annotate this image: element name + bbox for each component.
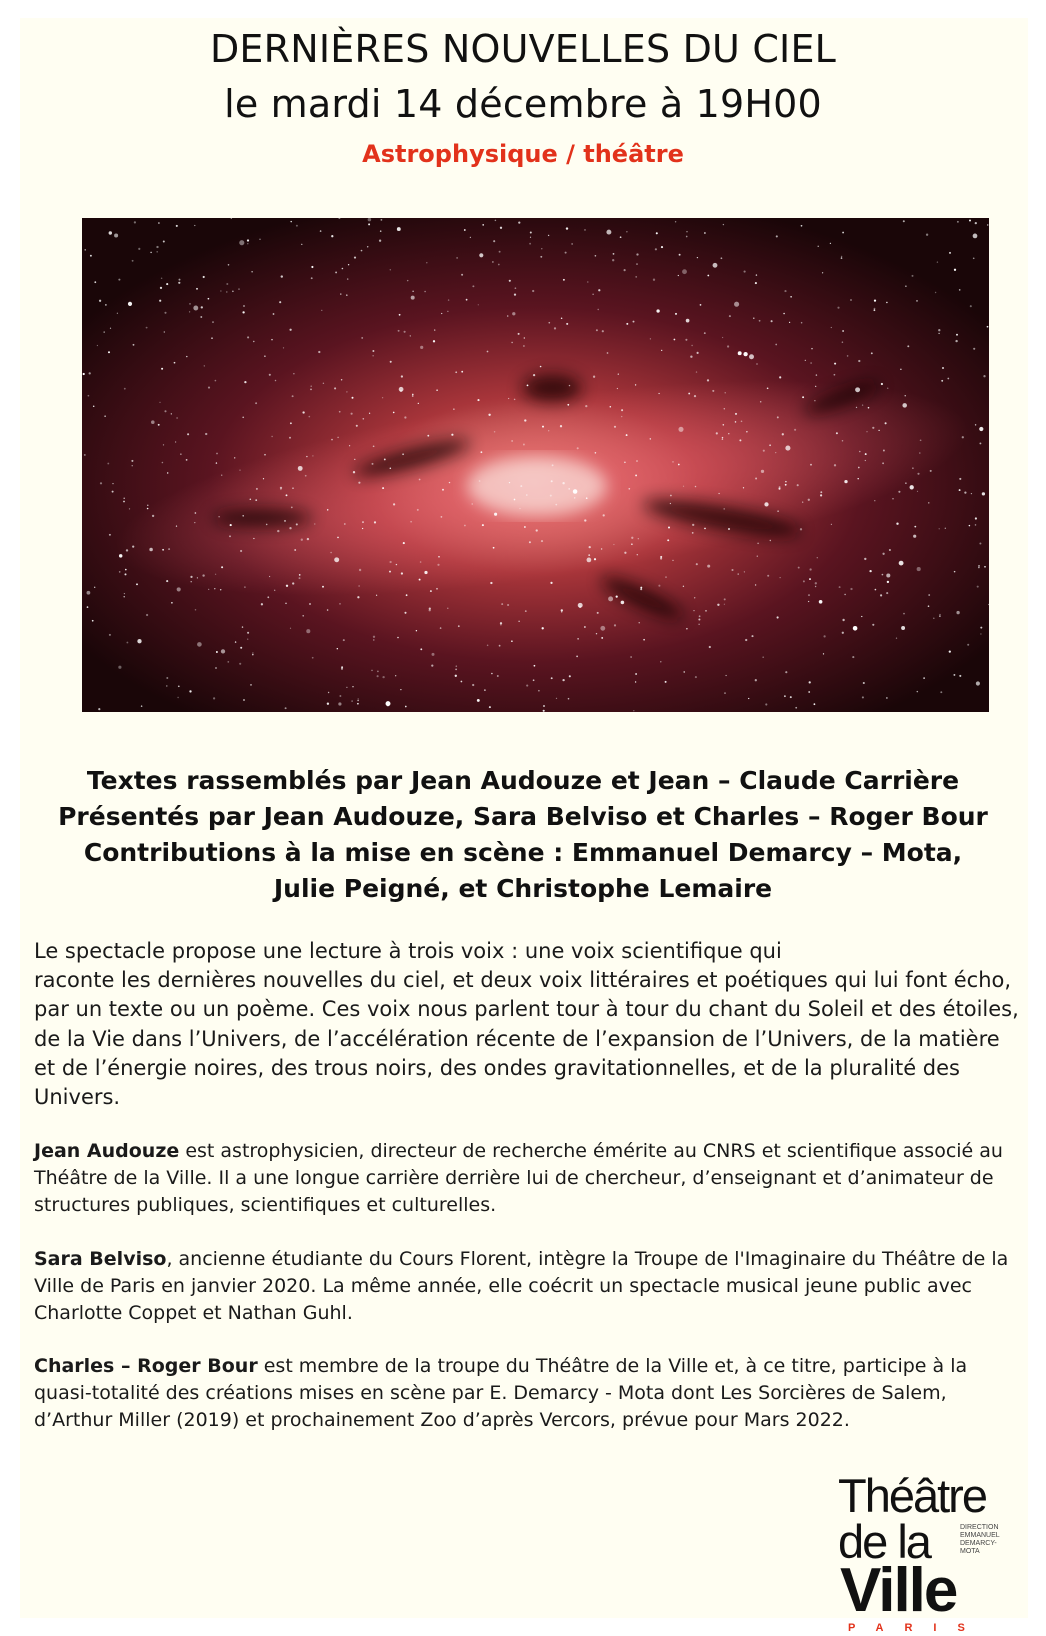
intro-line-1: Le spectacle propose une lecture à trois voix : une voix scientifique qui <box>34 939 782 963</box>
logo-word-de-la: de la <box>838 1515 930 1568</box>
bio-text: structures publiques, scientifiques et culturelles. <box>34 1194 497 1216</box>
logo-city: PARIS <box>848 1622 986 1634</box>
bio-name: Charles – Roger Bour <box>34 1355 258 1377</box>
credits-line-4: Julie Peigné, et Christophe Lemaire <box>273 874 773 903</box>
bio-text: quasi-totalité des créations mises en scène par E. Demarcy - Mota dont Les Sorcières de Salem, <box>34 1382 947 1404</box>
bio-charles-roger-bour <box>34 1353 1034 1434</box>
bio-name: Sara Belviso <box>34 1248 167 1270</box>
bio-jean-audouze <box>34 1138 1034 1219</box>
bio-text: , ancienne étudiante du Cours Florent, intègre la Troupe de l'Imaginaire du Théâtre de la <box>166 1248 1009 1270</box>
event-category: Astrophysique / théâtre <box>362 140 684 168</box>
bio-text: est membre de la troupe du Théâtre de la Ville et, à ce titre, participe à la <box>257 1355 968 1377</box>
logo-word-theatre: Théâtre <box>838 1469 986 1522</box>
bio-text: d’Arthur Miller (2019) et prochainement Zoo d’après Vercors, prévue pour Mars 2022. <box>34 1409 850 1431</box>
title-line-1: DERNIÈRES NOUVELLES DU CIEL <box>209 27 837 71</box>
logo-word-ville: Ville <box>840 1556 957 1625</box>
bio-sara-belviso <box>34 1246 1034 1327</box>
bio-text: Ville de Paris en janvier 2020. La même année, elle coécrit un spectacle musical jeune public avec <box>34 1275 973 1297</box>
bio-text: Théâtre de la Ville. Il a une longue carrière derrière lui de chercheur, d’enseignant et d’animateur de <box>34 1167 994 1189</box>
credits-line-1: Textes rassemblés par Jean Audouze et Jean – Claude Carrière <box>86 766 960 795</box>
credits-block <box>0 763 1046 907</box>
bio-name: Jean Audouze <box>34 1140 180 1162</box>
title-line-2: le mardi 14 décembre à 19H00 <box>224 82 822 126</box>
intro-line-4: de la Vie dans l’Univers, de l’accélération récente de l’expansion de l’Univers, de la matière <box>34 1026 1000 1051</box>
intro-line-2: raconte les dernières nouvelles du ciel, et deux voix littéraires et poétiques qui lui font écho, <box>34 968 1012 993</box>
intro-line-3: par un texte ou un poème. Ces voix nous parlent tour à tour du chant du Soleil et des étoiles, <box>34 997 1019 1022</box>
page-title <box>0 22 1046 132</box>
intro-paragraph <box>34 937 1034 1112</box>
credits-line-3: Contributions à la mise en scène : Emmanuel Demarcy – Mota, <box>83 838 963 867</box>
logo-direction: DIRECTION EMMANUEL DEMARCY- MOTA <box>960 1524 1000 1555</box>
credits-line-2: Présentés par Jean Audouze, Sara Belviso et Charles – Roger Bour <box>58 802 988 831</box>
milky-way-photo <box>82 218 989 712</box>
intro-line-6: Univers. <box>34 1085 121 1110</box>
theatre-de-la-ville-logo <box>838 1469 1018 1634</box>
intro-line-5: et de l’énergie noires, des trous noirs, des ondes gravitationnelles, et de la pluralité des <box>34 1055 960 1080</box>
bio-text: est astrophysicien, directeur de recherche émérite au CNRS et scientifique associé au <box>179 1140 1003 1162</box>
bio-text: Charlotte Coppet et Nathan Guhl. <box>34 1302 353 1324</box>
